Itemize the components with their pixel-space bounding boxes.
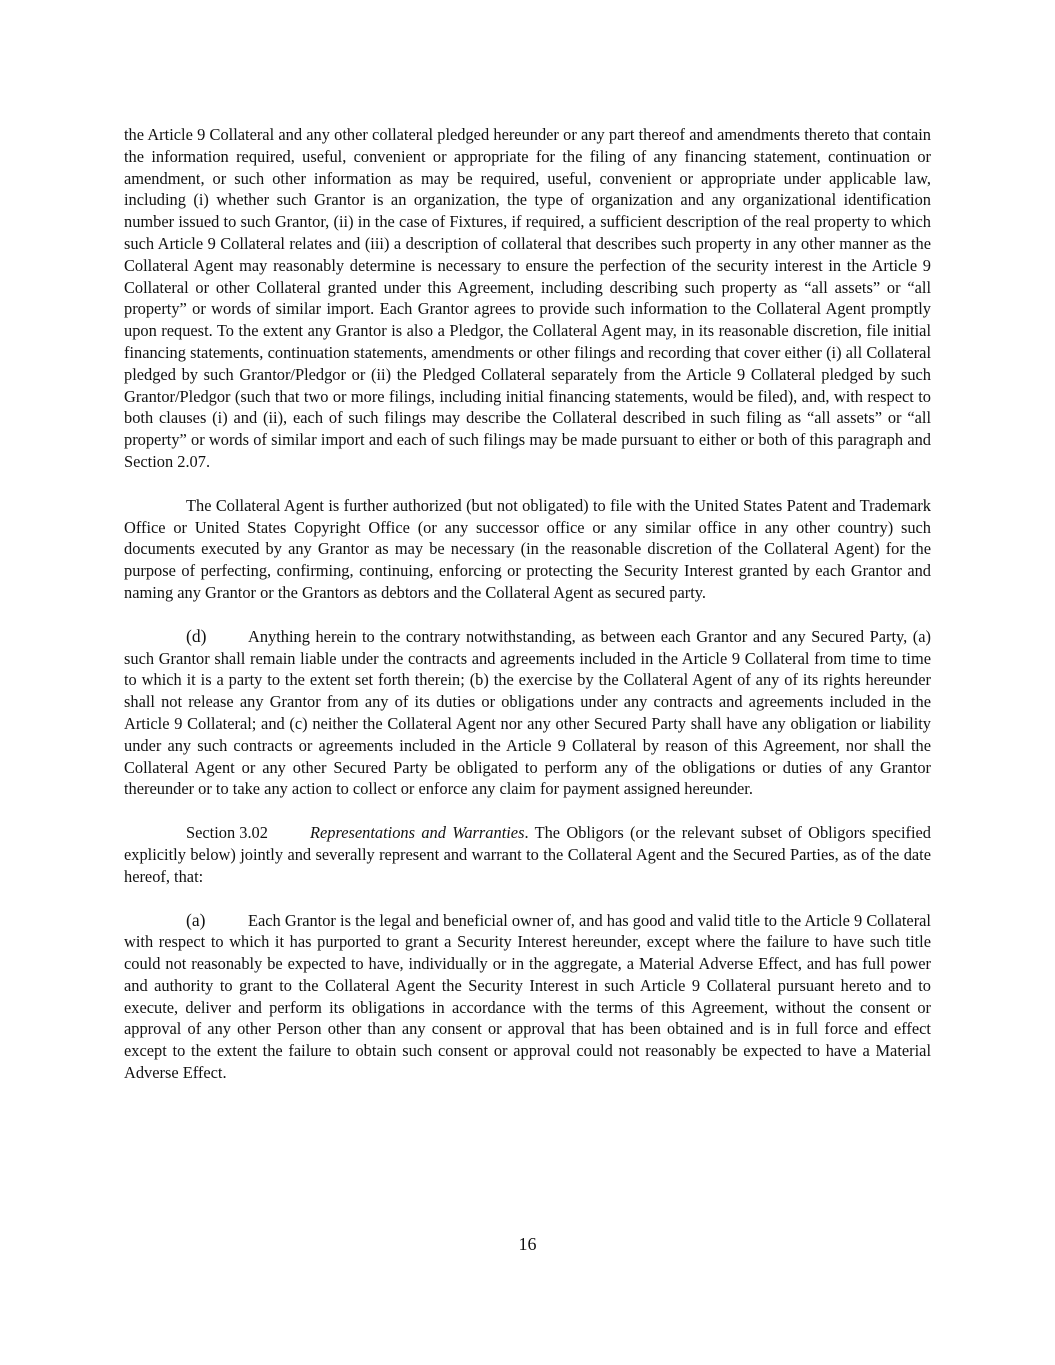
- clause-a: [124, 910, 931, 1084]
- paragraph-article-9-filings: the Article 9 Collateral and any other collateral pledged hereunder or any part thereof and amendments thereto that contain the information required, useful, convenient or appropriate for the filing of any financing statement, continuation or amendment, or such other information as may be required, useful, convenient or appropriate under applicable law, including (i) whether such Grantor is an organization, the type of organization and any organizational identification number issued to such Grantor, (ii) in the case of Fixtures, if required, a sufficient description of the real property to which such Article 9 Collateral relates and (iii) a description of collateral that describes such property in any other manner as the Collateral Agent may reasonably determine is necessary to ensure the perfection of the security interest in the Article 9 Collateral or other Collateral granted under this Agreement, including describing such property as “all assets” or “all property” or words of similar import. Each Grantor agrees to provide such information to the Collateral Agent promptly upon request. To the extent any Grantor is also a Pledgor, the Collateral Agent may, in its reasonable discretion, file initial financing statements, continuation statements, amendments or other filings and recording that cover either (i) all Collateral pledged by such Grantor/Pledgor or (ii) the Pledged Collateral separately from the Article 9 Collateral pledged by such Grantor/Pledgor (such that two or more filings, including initial financing statements, would be filed), and, with respect to both clauses (i) and (ii), each of such filings may describe the Collateral described in such filing as “all assets” or “all property” or words of similar import and each of such filings may be made pursuant to either or both of this paragraph and Section 2.07.: [124, 125, 931, 471]
- clause-d: [124, 626, 931, 800]
- paragraph-spacer: [124, 888, 931, 910]
- section-3-02-text: . The Obligors (or the relevant subset of Obligors specified explicitly below) jointly and severally represent and warrant to the Collateral Agent and the Secured Parties, as of the date hereof, that:: [124, 823, 931, 886]
- paragraph-spacer: [124, 604, 931, 626]
- paragraph-ip-office-filings: The Collateral Agent is further authorized (but not obligated) to file with the United States Patent and Trademark Office or United States Copyright Office (or any successor office or any similar office in any other country) such documents executed by any Grantor as may be necessary (in the reasonable discretion of the Collateral Agent) for the purpose of perfecting, confirming, continuing, enforcing or protecting the Security Interest granted by each Grantor and naming any Grantor or the Grantors as debtors and the Collateral Agent as secured party.: [124, 495, 931, 602]
- section-3-02: [124, 822, 931, 887]
- document-page: [124, 124, 931, 1084]
- section-number: Section 3.02: [186, 823, 268, 843]
- clause-d-text: Anything herein to the contrary notwithstanding, as between each Grantor and any Secured Party, (a) such Grantor shall remain liable under the contracts and agreements included in the Article 9 Collateral from time to time to which it is a party to the extent set forth therein; (b) the exercise by the Collateral Agent of any of its rights hereunder shall not release any Grantor from any of its duties or obligations under any contracts and agreements included in the Article 9 Collateral; and (c) neither the Collateral Agent nor any other Secured Party shall have any obligation or liability under any such contracts or agreements included in the Article 9 Collateral by reason of this Agreement, nor shall the Collateral Agent or any other Secured Party be obligated to perform any of the obligations or duties of any Grantor thereunder or to take any action to collect or enforce any claim for payment assigned hereunder.: [124, 626, 931, 799]
- page-number: 16: [518, 1234, 537, 1254]
- paragraph-spacer: [124, 473, 931, 495]
- paragraph-spacer: [124, 800, 931, 822]
- section-heading: Representations and Warranties: [310, 823, 525, 843]
- clause-d-label: (d): [186, 625, 207, 646]
- clause-a-label: (a): [186, 909, 206, 930]
- clause-a-text: Each Grantor is the legal and beneficial owner of, and has good and valid title to the Article 9 Collateral with respect to which it has purported to grant a Security Interest hereunder, except where the failure to have such title could not reasonably be expected to have, individually or in the aggregate, a Material Adverse Effect, and has full power and authority to grant to the Collateral Agent the Security Interest in such Article 9 Collateral pursuant hereto and to execute, deliver and perform its obligations in accordance with the terms of this Agreement, without the consent or approval of any other Person other than any consent or approval that has been obtained and is in full force and effect except to the extent the failure to obtain such consent or approval could not reasonably be expected to have a Material Adverse Effect.: [124, 910, 931, 1083]
